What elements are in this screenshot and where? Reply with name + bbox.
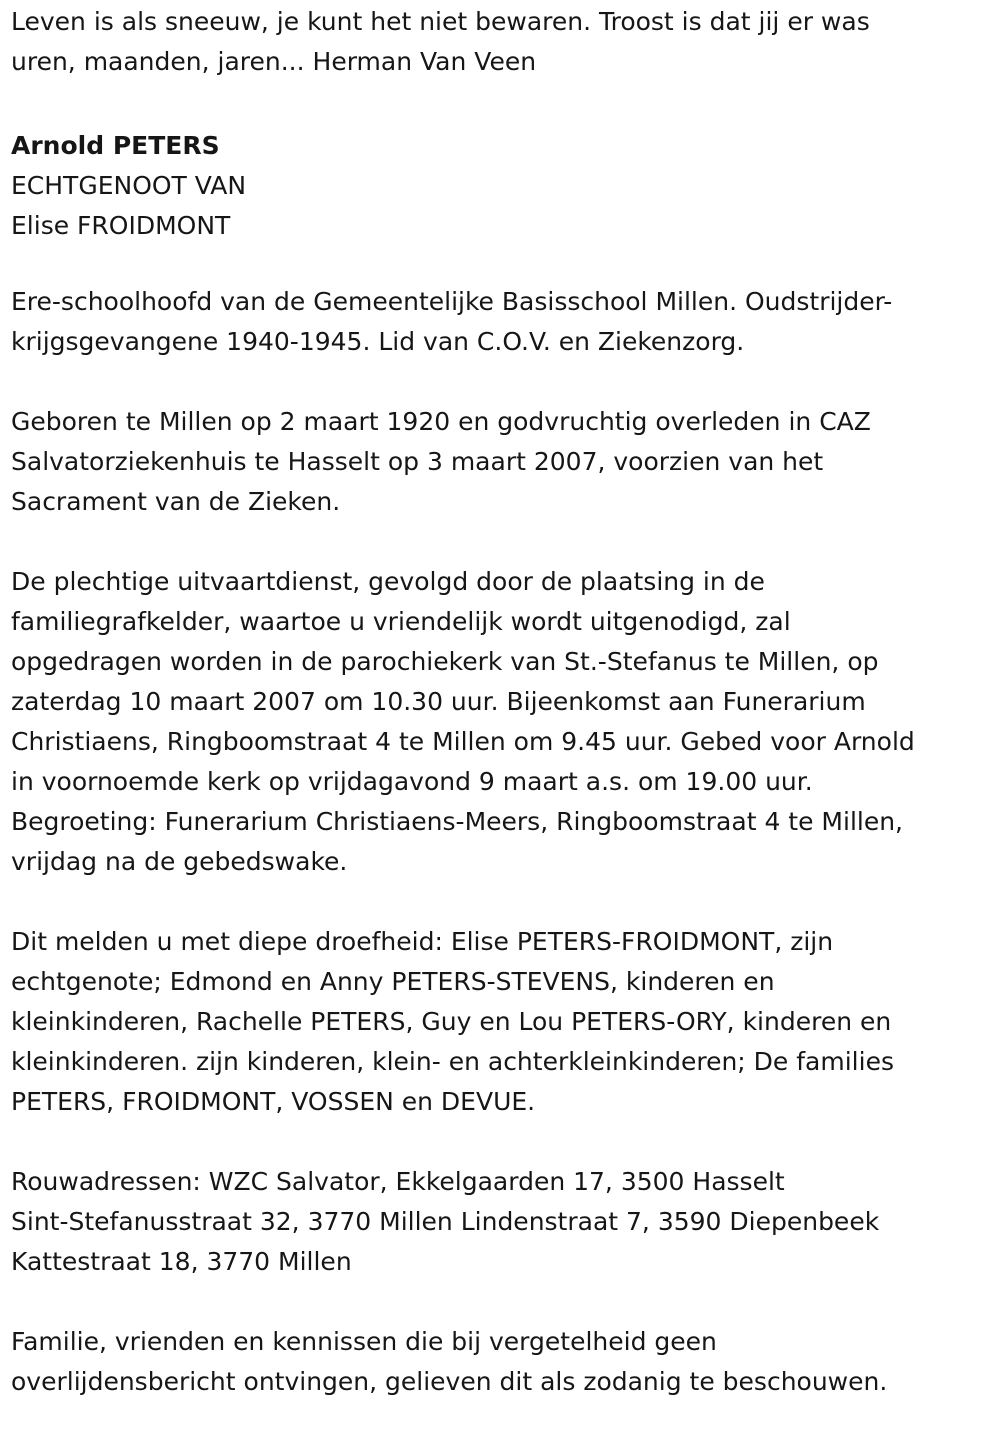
funeral-line: vrijdag na de gebedswake.: [11, 847, 348, 876]
spacer: [11, 242, 991, 282]
relation-label: ECHTGENOOT VAN: [11, 171, 247, 200]
mourners-line: Dit melden u met diepe droefheid: Elise PETERS-FROIDMONT, zijn: [11, 927, 834, 956]
biography-line: Ere-schoolhoofd van de Gemeentelijke Basisschool Millen. Oudstrijder-: [11, 287, 893, 316]
funeral-line: Begroeting: Funerarium Christiaens-Meers, Ringboomstraat 4 te Millen,: [11, 807, 904, 836]
spacer: [11, 1122, 991, 1162]
funeral-line: familiegrafkelder, waartoe u vriendelijk wordt uitgenodigd, zal: [11, 607, 791, 636]
address-line: Kattestraat 18, 3770 Millen: [11, 1247, 352, 1276]
biography-line: krijgsgevangene 1940-1945. Lid van C.O.V. en Ziekenzorg.: [11, 327, 745, 356]
obituary-notice: [11, 2, 991, 1402]
closing-paragraph: [11, 1322, 991, 1402]
mourners-line: echtgenote; Edmond en Anny PETERS-STEVENS, kinderen en: [11, 967, 775, 996]
mourners-line: kleinkinderen. zijn kinderen, klein- en achterkleinkinderen; De families: [11, 1047, 894, 1076]
birth-death-line: Sacrament van de Zieken.: [11, 487, 341, 516]
address-line: Rouwadressen: WZC Salvator, Ekkelgaarden 17, 3500 Hasselt: [11, 1167, 785, 1196]
spacer: [11, 882, 991, 922]
spouse-name: Elise FROIDMONT: [11, 211, 231, 240]
birth-death-paragraph: [11, 402, 991, 522]
deceased-block: [11, 122, 991, 242]
quote-line: Leven is als sneeuw, je kunt het niet bewaren. Troost is dat jij er was: [11, 7, 870, 36]
funeral-line: zaterdag 10 maart 2007 om 10.30 uur. Bijeenkomst aan Funerarium: [11, 687, 866, 716]
birth-death-line: Salvatorziekenhuis te Hasselt op 3 maart 2007, voorzien van het: [11, 447, 824, 476]
biography-paragraph: [11, 282, 991, 362]
deceased-name: Arnold PETERS: [11, 131, 220, 160]
mourners-line: kleinkinderen, Rachelle PETERS, Guy en Lou PETERS-ORY, kinderen en: [11, 1007, 892, 1036]
spacer: [11, 1282, 991, 1322]
mourners-line: PETERS, FROIDMONT, VOSSEN en DEVUE.: [11, 1087, 536, 1116]
spacer: [11, 362, 991, 402]
funeral-line: in voornoemde kerk op vrijdagavond 9 maart a.s. om 19.00 uur.: [11, 767, 813, 796]
funeral-line: De plechtige uitvaartdienst, gevolgd door de plaatsing in de: [11, 567, 765, 596]
spacer: [11, 522, 991, 562]
quote-line: uren, maanden, jaren... Herman Van Veen: [11, 47, 537, 76]
mourners-paragraph: [11, 922, 991, 1122]
closing-line: Familie, vrienden en kennissen die bij vergetelheid geen: [11, 1327, 717, 1356]
birth-death-line: Geboren te Millen op 2 maart 1920 en godvruchtig overleden in CAZ: [11, 407, 871, 436]
closing-line: overlijdensbericht ontvingen, gelieven dit als zodanig te beschouwen.: [11, 1367, 888, 1396]
spacer: [11, 82, 991, 122]
funeral-paragraph: [11, 562, 991, 882]
opening-quote: [11, 2, 991, 82]
funeral-line: opgedragen worden in de parochiekerk van St.-Stefanus te Millen, op: [11, 647, 879, 676]
addresses-paragraph: [11, 1162, 991, 1282]
funeral-line: Christiaens, Ringboomstraat 4 te Millen om 9.45 uur. Gebed voor Arnold: [11, 727, 915, 756]
address-line: Sint-Stefanusstraat 32, 3770 Millen Lindenstraat 7, 3590 Diepenbeek: [11, 1207, 880, 1236]
